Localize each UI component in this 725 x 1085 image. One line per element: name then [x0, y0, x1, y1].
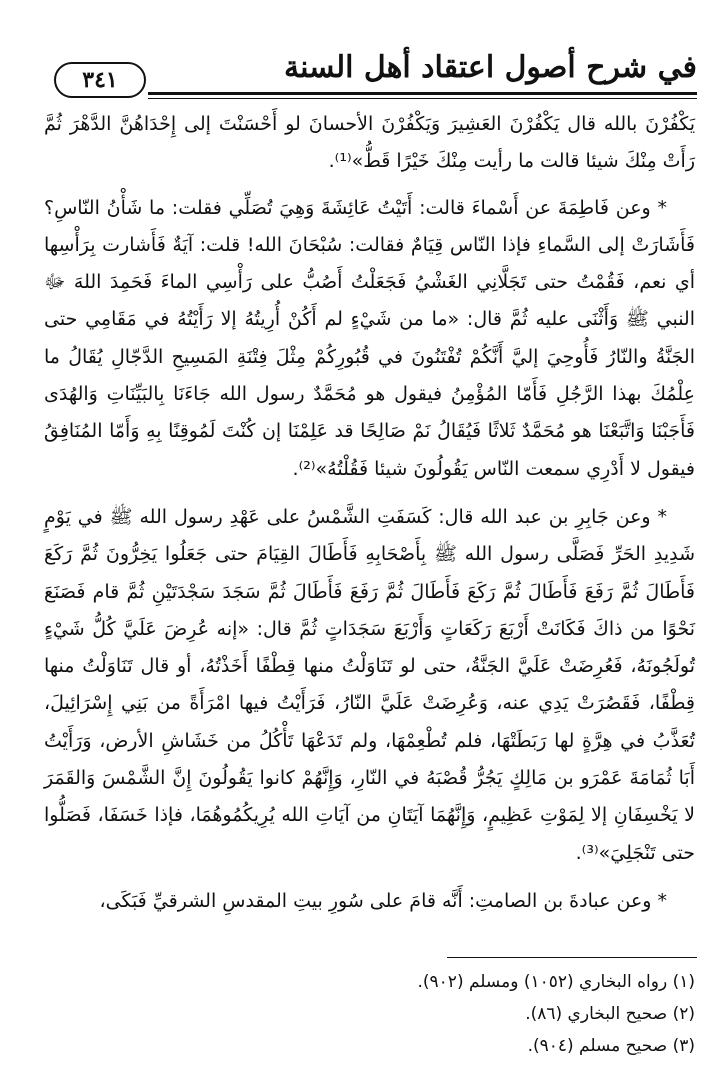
- paragraph-ubada-hadith: * وعن عبادةَ بن الصامتِ: أَنَّه قامَ على سُورِ بيتِ المقدسِ الشرقيِّ فَبَكَى،: [99, 889, 667, 912]
- footnotes: [44, 966, 695, 1062]
- footnote-divider: [447, 957, 697, 958]
- footnote-3: (٣) صحيح مسلم (٩٠٤).: [527, 1036, 695, 1056]
- footnote-1: (١) رواه البخاري (١٠٥٢) ومسلم (٩٠٢).: [417, 972, 695, 992]
- footnote-2: (٢) صحيح البخاري (٨٦).: [525, 1004, 695, 1024]
- header-rule: [148, 92, 697, 95]
- paragraph-continuation: يَكْفُرْنَ بالله قال يَكْفُرْنَ العَشِيرَ وَيَكْفُرْنَ الأحسانَ لو أَحْسَنْتَ إلى إِحْدَاهُنَّ الدَّهْرَ ثُمَّ رَأَتْ مِنْكَ شيئا قالت ما رأيت مِنْكَ خَيْرًا قَطُّ»⁽¹⁾.: [44, 113, 695, 173]
- running-title: في شرح أصول اعتقاد أهل السنة: [284, 50, 697, 85]
- paragraph-jabir-hadith: * وعن جَابِرِ بن عبد الله قال: كَسَفَتِ الشَّمْسُ على عَهْدِ رسول الله ﷺ في يَوْمٍ شَدِيدِ الحَرِّ فَصَلَّى رسول الله ﷺ بِأَصْحَابِهِ فَأَطَالَ القِيَامَ حتى جَعَلُوا يَخِرُّونَ ثُمَّ رَكَعَ فَأَطَالَ ثُمَّ رَفَعَ فَأَطَالَ ثُمَّ رَكَعَ فَأَطَالَ ثُمَّ رَفَعَ فَأَطَالَ ثُمَّ سَجَدَ سَجْدَتَيْنِ ثُمَّ قام فَصَنَعَ نَحْوًا من ذاكَ فَكَانَتْ أَرْبَعَ رَكَعَاتٍ وَأَرْبَعَ سَجَدَاتٍ ثُمَّ قال: «إنه عُرِضَ عَلَيَّ كُلُّ شَيْءٍ تُولَجُونَهُ، فَعُرِضَتْ عَلَيَّ الجَنَّةُ، حتى لو تَنَاوَلْتُ منها قِطْفًا أَخَذْتُهُ، أو قال تَنَاوَلْتُ منها قِطْفًا، فَقَصُرَتْ يَدِي عنه، وَعُرِضَتْ عَلَيَّ النّارُ، فَرَأَيْتُ فيها امْرَأَةً من بَنِي إِسْرَائِيلَ، تُعَذَّبُ في هِرَّةٍ لها رَبَطَتْهَا، فلم تُطْعِمْهَا، ولم تَدَعْهَا تَأْكُلُ من خَشَاشِ الأرض، وَرَأَيْتُ أَبَا ثُمَامَةَ عَمْرَو بن مَالِكٍ يَجُرُّ قُصْبَهُ في النّارِ، وَإِنَّهُمْ كانوا يَقُولُونَ إِنَّ الشَّمْسَ وَالقَمَرَ لا يَخْسِفَانِ إلا لِمَوْتِ عَظِيمٍ، وَإِنَّهُمَا آيَتَانِ من آيَاتِ الله يُرِيكُمُوهُمَا، فإذا خَسَفَا، فَصَلُّوا حتى تَنْجَلِيَ»⁽³⁾.: [44, 505, 695, 864]
- header-rule-thin: [148, 98, 697, 99]
- paragraph-asma-hadith: * وعن فَاطِمَةَ عن أَسْماءَ قالت: أَتَيْتُ عَائِشَةَ وَهِيَ تُصَلِّي فقلت: ما شَأْنُ النّاسِ؟ فَأَشَارَتْ إلى السَّماءِ فإذا النّاس قِيَامٌ فقالت: سُبْحَانَ الله! قلت: آيَةٌ فَأَشارت بِرَأْسِها أي نعم، فَقُمْتُ حتى تَجَلَّانِي الغَشْيُ فَجَعَلْتُ أَصُبُّ على رَأْسِي الماءَ فَحَمِدَ اللهَ ﷻ النبي ﷺ وَأَثْنَى عليه ثُمَّ قال: «ما من شَيْءٍ لم أَكُنْ أُرِيتُهُ إلا رَأَيْتُهُ في مَقَامِي حتى الجَنَّةُ والنّارُ فَأُوحِيَ إليَّ أَنَّكُمْ تُفْتَنُونَ في قُبُورِكُمْ مِثْلَ فِتْنَةِ المَسِيحِ الدَّجّالِ يُقَالُ ما عِلْمُكَ بهذا الرَّجُلِ فَأَمّا المُؤْمِنُ فيقول هو مُحَمَّدٌ رسول الله جَاءَنَا بِالبَيِّنَاتِ وَالهُدَى فَأَجَبْنَا وَاتَّبَعْنَا هو مُحَمَّدٌ ثَلاثًا فَيُقَالُ نَمْ صَالِحًا قد عَلِمْنَا إن كُنْتَ لَمُوقِنًا بِهِ وَأَمّا المُنَافِقُ فيقول لا أَدْرِي سمعت النّاس يَقُولُونَ شيئا فَقُلْتُهُ»⁽²⁾.: [44, 196, 695, 480]
- body-text: [44, 106, 695, 931]
- page-number: ٣٤١: [54, 62, 146, 98]
- page-header: [40, 48, 697, 104]
